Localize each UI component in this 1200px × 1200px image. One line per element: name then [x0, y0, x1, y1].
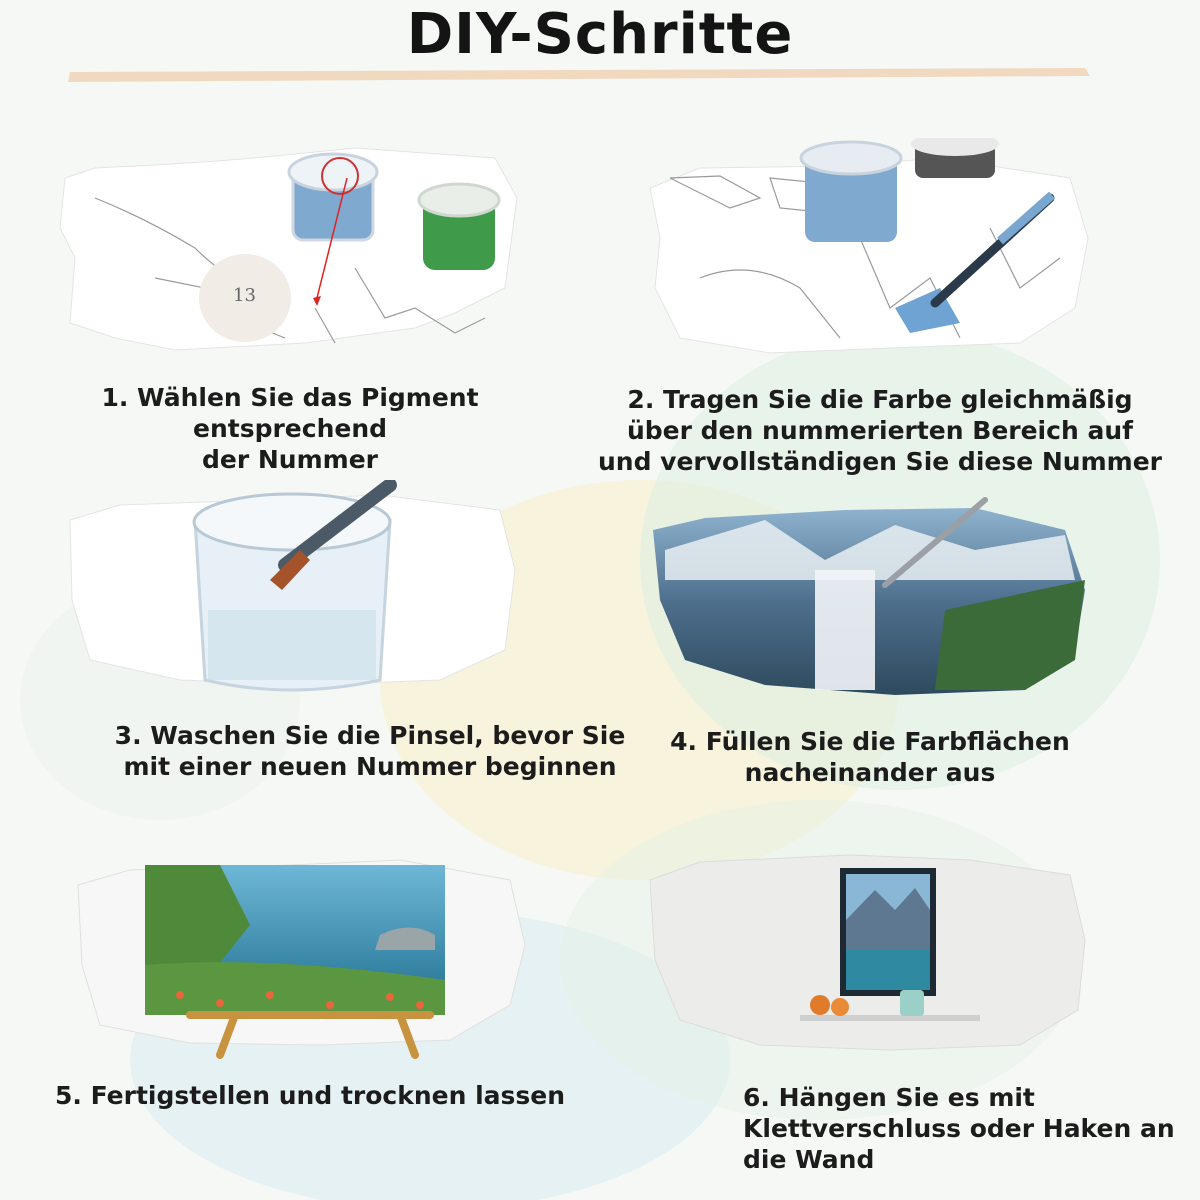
step-4-caption: 4. Füllen Sie die Farbflächen nacheinander aus [670, 727, 1070, 787]
wall-shelf [800, 1015, 980, 1021]
step-4-image [645, 490, 1095, 700]
step-6-image [640, 840, 1090, 1060]
step-1-image [55, 138, 525, 368]
step-2-caption: 2. Tragen Sie die Farbe gleichmäßig über den nummerierten Bereich auf und vervollständigen Sie diese Nummer [597, 385, 1162, 476]
step-5-caption: 5. Fertigstellen und trocknen lassen [55, 1081, 566, 1110]
step-2-image [640, 138, 1095, 368]
step-3-caption: 3. Waschen Sie die Pinsel, bevor Sie mit einer neuen Nummer beginnen [114, 721, 626, 781]
page-title: DIY-Schritte [406, 2, 794, 67]
step-1-caption: 1. Wählen Sie das Pigment entsprechend der Nummer [101, 383, 479, 474]
step-3-image [60, 480, 525, 695]
step-5-image [70, 845, 530, 1060]
step-6-caption: 6. Hängen Sie es mit Klettverschluss oder Haken an die Wand [743, 1083, 1175, 1174]
pot-number-label: 13 [233, 285, 256, 306]
title-band [68, 68, 1090, 82]
